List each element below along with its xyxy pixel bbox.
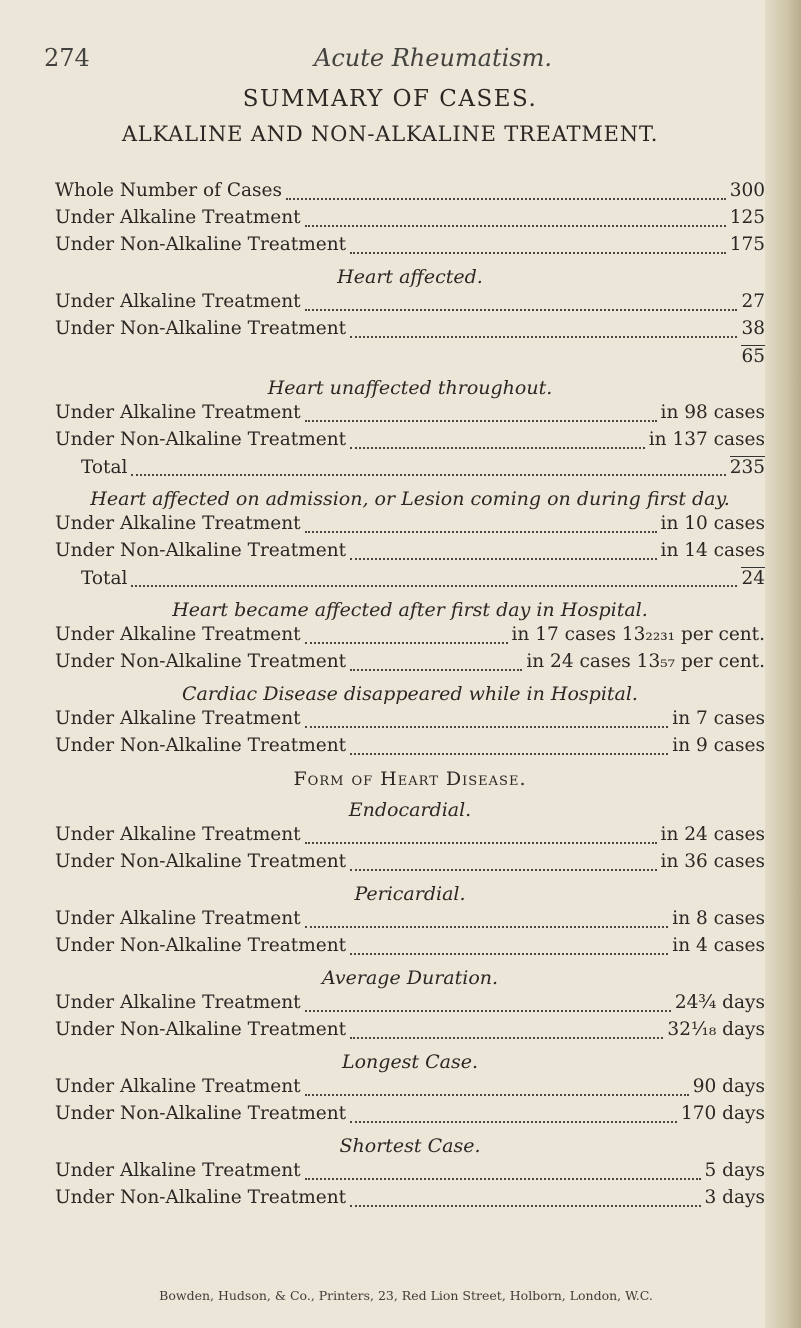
row-label: Under Alkaline Treatment [55, 908, 301, 929]
row-label: Under Alkaline Treatment [55, 513, 301, 534]
section-heading: Longest Case. [341, 1051, 479, 1073]
row-value: in 8 cases [672, 908, 765, 929]
table-row [55, 180, 765, 207]
row-label: Under Alkaline Treatment [55, 708, 301, 729]
row-label: Under Non-Alkaline Treatment [55, 651, 347, 672]
row-value: in 9 cases [672, 735, 765, 756]
row-label: Under Non-Alkaline Treatment [55, 935, 347, 956]
dot-leader [305, 1094, 689, 1096]
dot-leader [305, 726, 669, 728]
row-label: Under Alkaline Treatment [55, 207, 301, 228]
dot-leader [350, 1121, 677, 1123]
section-heading: Shortest Case. [339, 1135, 481, 1157]
table-row [55, 234, 765, 261]
page-edge [765, 0, 801, 1328]
total-value: 24 [741, 568, 765, 589]
row-label: Under Non-Alkaline Treatment [55, 234, 347, 255]
row-label: Under Alkaline Treatment [55, 402, 301, 423]
row-label: Under Non-Alkaline Treatment [55, 318, 347, 339]
total-row [55, 567, 765, 594]
row-value: in 24 cases 13₅₇ per cent. [526, 651, 765, 672]
table-row [55, 1103, 765, 1130]
section-heading: Pericardial. [354, 883, 466, 905]
row-label: Under Non-Alkaline Treatment [55, 851, 347, 872]
table-row [55, 1019, 765, 1046]
dot-leader [350, 869, 656, 871]
row-value: in 24 cases [660, 824, 765, 845]
row-label: Under Non-Alkaline Treatment [55, 1019, 347, 1040]
table-row [55, 291, 765, 318]
table-row [55, 708, 765, 735]
row-label: Under Non-Alkaline Treatment [55, 1103, 347, 1124]
table-row [55, 1076, 765, 1103]
row-value: in 4 cases [672, 935, 765, 956]
table-row [55, 429, 765, 456]
dot-leader [305, 642, 508, 644]
dot-leader [350, 953, 668, 955]
table-row [55, 908, 765, 935]
row-value: in 36 cases [660, 851, 765, 872]
row-value: 300 [729, 180, 765, 201]
dot-leader [305, 842, 657, 844]
row-value: 170 days [680, 1103, 765, 1124]
dot-leader [350, 558, 656, 560]
sum-value: 65 [741, 346, 765, 367]
section-heading: Heart affected. [337, 266, 483, 288]
dot-leader [131, 474, 725, 476]
row-value: 175 [729, 234, 765, 255]
row-label: Under Alkaline Treatment [55, 992, 301, 1013]
dot-leader [350, 336, 737, 338]
row-label: Under Alkaline Treatment [55, 1160, 301, 1181]
row-value: 5 days [704, 1160, 765, 1181]
row-value: in 14 cases [660, 540, 765, 561]
row-label: Under Alkaline Treatment [55, 624, 301, 645]
table-row [55, 992, 765, 1019]
sum-line [55, 345, 765, 372]
dot-leader [305, 926, 669, 928]
dot-leader [286, 198, 726, 200]
dot-leader [305, 225, 726, 227]
running-header [44, 44, 741, 84]
printer-imprint: Bowden, Hudson, & Co., Printers, 23, Red Lion Street, Holborn, London, W.C. [159, 1288, 653, 1303]
row-label: Under Non-Alkaline Treatment [55, 735, 347, 756]
row-value: 38 [741, 318, 765, 339]
dot-leader [350, 669, 522, 671]
table-row [55, 935, 765, 962]
total-label: Total [81, 568, 128, 589]
running-title: Acute Rheumatism. [314, 44, 552, 72]
row-value: 125 [729, 207, 765, 228]
table-row [55, 1160, 765, 1187]
dot-leader [305, 309, 738, 311]
dot-leader [350, 252, 726, 254]
row-label: Under Alkaline Treatment [55, 291, 301, 312]
row-value: in 98 cases [660, 402, 765, 423]
row-value: in 10 cases [660, 513, 765, 534]
row-value: 3 days [704, 1187, 765, 1208]
total-label: Total [81, 457, 128, 478]
row-label: Under Alkaline Treatment [55, 1076, 301, 1097]
row-value: in 17 cases 13₂₂₃₁ per cent. [511, 624, 765, 645]
form-heading: Form of Heart Disease. [293, 768, 527, 790]
table-row [55, 402, 765, 429]
table-row [55, 540, 765, 567]
row-label: Under Alkaline Treatment [55, 824, 301, 845]
dot-leader [350, 1205, 700, 1207]
row-label: Under Non-Alkaline Treatment [55, 1187, 347, 1208]
section-heading: Endocardial. [348, 799, 472, 821]
table-row [55, 824, 765, 851]
page-subtitle: ALKALINE AND NON-ALKALINE TREATMENT. [121, 122, 659, 146]
page-number: 274 [44, 44, 90, 72]
row-value: in 137 cases [648, 429, 765, 450]
total-value: 235 [729, 457, 765, 478]
dot-leader [350, 447, 645, 449]
table-row [55, 624, 765, 651]
table-row [55, 318, 765, 345]
table-row [55, 207, 765, 234]
section-heading: Average Duration. [321, 967, 499, 989]
dot-leader [305, 1178, 701, 1180]
section-heading: Heart became affected after first day in Hospital. [172, 599, 648, 621]
dot-leader [131, 585, 737, 587]
row-label: Under Non-Alkaline Treatment [55, 540, 347, 561]
row-value: 27 [741, 291, 765, 312]
table-row [55, 651, 765, 678]
section-heading: Heart unaffected throughout. [267, 377, 553, 399]
page-title: SUMMARY OF CASES. [242, 86, 538, 112]
table-row [55, 851, 765, 878]
dot-leader [305, 420, 657, 422]
row-value: 90 days [692, 1076, 765, 1097]
row-value: in 7 cases [672, 708, 765, 729]
table-row [55, 513, 765, 540]
row-label: Whole Number of Cases [55, 180, 282, 201]
total-row [55, 456, 765, 483]
dot-leader [350, 753, 668, 755]
title-block [50, 86, 730, 146]
dot-leader [305, 1010, 671, 1012]
section-heading: Cardiac Disease disappeared while in Hospital. [182, 683, 638, 705]
row-label: Under Non-Alkaline Treatment [55, 429, 347, 450]
table-row [55, 1187, 765, 1214]
row-value: 24¾ days [674, 992, 765, 1013]
table-row [55, 735, 765, 762]
section-heading: Heart affected on admission, or Lesion coming on during first day. [90, 488, 730, 510]
row-value: 32¹⁄₁₈ days [667, 1019, 765, 1040]
summary-table [55, 180, 765, 1214]
dot-leader [350, 1037, 663, 1039]
dot-leader [305, 531, 657, 533]
